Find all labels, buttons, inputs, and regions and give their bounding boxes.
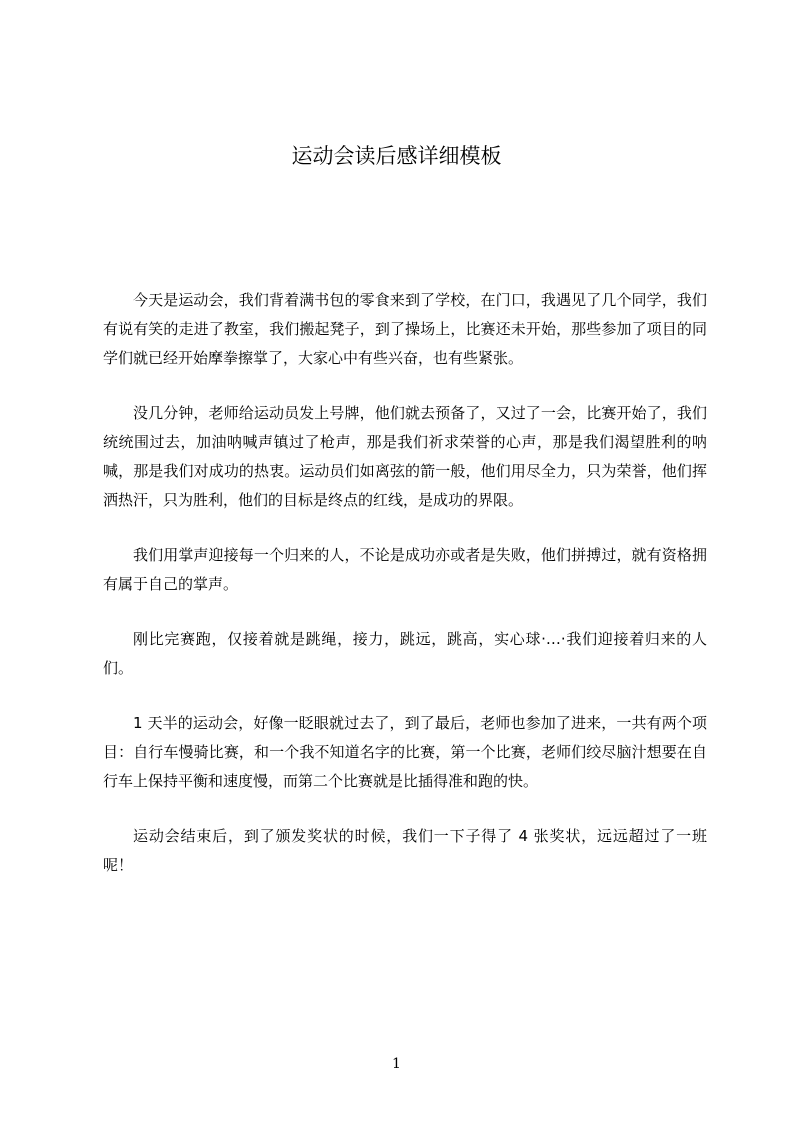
- paragraph-6: 运动会结束后，到了颁发奖状的时候，我们一下子得了 4 张奖状，远远超过了一班呢！: [103, 827, 707, 874]
- paragraph-2: 没几分钟，老师给运动员发上号牌，他们就去预备了，又过了一会，比赛开始了，我们统统围过去，加油呐喊声镇过了枪声，那是我们祈求荣誉的心声，那是我们渴望胜利的呐喊，那是我们对成功的热衷。运动员们如离弦的箭一般，他们用尽全力，只为荣誉，他们挥洒热汗，只为胜利，他们的目标是终点的红线，是成功的界限。: [103, 404, 707, 509]
- paragraph-5: 1 天半的运动会，好像一眨眼就过去了，到了最后，老师也参加了进来，一共有两个项目：自行车慢骑比赛，和一个我不知道名字的比赛，第一个比赛，老师们绞尽脑汁想要在自行车上保持平衡和速度慢，而第二个比赛就是比插得准和跑的快。: [103, 714, 707, 790]
- document-body: [103, 286, 707, 906]
- page-number: 1: [392, 1056, 401, 1072]
- paragraph-4: 刚比完赛跑，仅接着就是跳绳，接力，跳远，跳高，实心球·…·我们迎接着归来的人们。: [103, 630, 707, 677]
- paragraph-3: 我们用掌声迎接每一个归来的人，不论是成功亦或者是失败，他们拼搏过，就有资格拥有属于自己的掌声。: [103, 546, 707, 593]
- document-title: 运动会读后感详细模板: [291, 144, 502, 168]
- paragraph-1: 今天是运动会，我们背着满书包的零食来到了学校，在门口，我遇见了几个同学，我们有说有笑的走进了教室，我们搬起凳子，到了操场上，比赛还未开始，那些参加了项目的同学们就已经开始摩拳擦掌了，大家心中有些兴奋，也有些紧张。: [103, 291, 707, 367]
